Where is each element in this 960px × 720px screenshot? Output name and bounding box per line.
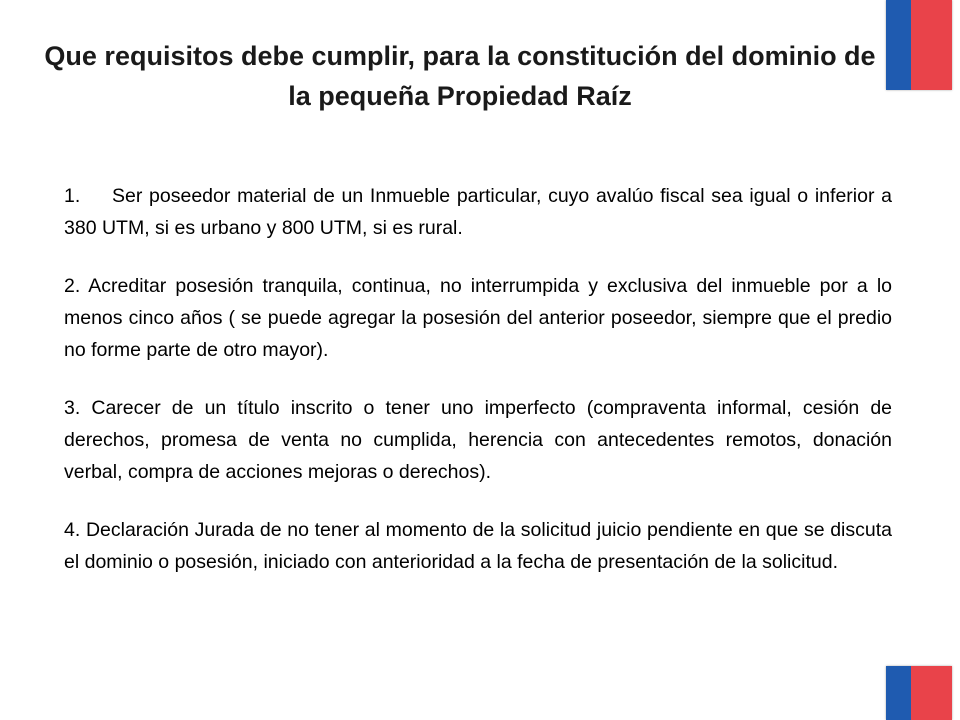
requirement-number: 3.: [64, 397, 81, 419]
requirement-text: Declaración Jurada de no tener al momento de la solicitud juicio pendiente en que se discuta el dominio o posesión, iniciado con anterioridad a la fecha de presentación de la solicitud.: [64, 519, 893, 573]
requirements-list: [64, 180, 892, 578]
requirement-item-1: [64, 180, 892, 244]
requirement-number: 4.: [64, 519, 81, 541]
flag-red-stripe: [911, 0, 952, 90]
requirement-text: Carecer de un título inscrito o tener uno imperfecto (compraventa informal, cesión de derechos, promesa de venta no cumplida, herencia con antecedentes remotos, donación verbal, compra de acciones mejoras o derechos).: [64, 397, 893, 483]
requirement-number: 2.: [64, 275, 81, 297]
requirement-text: Acreditar posesión tranquila, continua, no interrumpida y exclusiva del inmueble por a lo menos cinco años ( se puede agregar la posesión del anterior poseedor, siempre que el predio no forme parte de otro mayor).: [64, 275, 892, 361]
requirement-item-3: [64, 392, 892, 488]
flag-red-stripe: [911, 666, 952, 720]
requirement-item-4: [64, 514, 892, 578]
requirement-number: 1.: [64, 185, 81, 207]
requirement-text: Ser poseedor material de un Inmueble particular, cuyo avalúo fiscal sea igual o inferior a 380 UTM, si es urbano y 800 UTM, si es rural.: [64, 185, 892, 239]
slide-title: Que requisitos debe cumplir, para la constitución del dominio de la pequeña Propiedad Raíz: [44, 41, 876, 111]
flag-blue-stripe: [886, 666, 911, 720]
chile-flag-corner-bottom: [886, 666, 952, 720]
requirement-item-2: [64, 270, 892, 366]
chile-flag-corner-top: [886, 0, 952, 90]
flag-blue-stripe: [886, 0, 911, 90]
